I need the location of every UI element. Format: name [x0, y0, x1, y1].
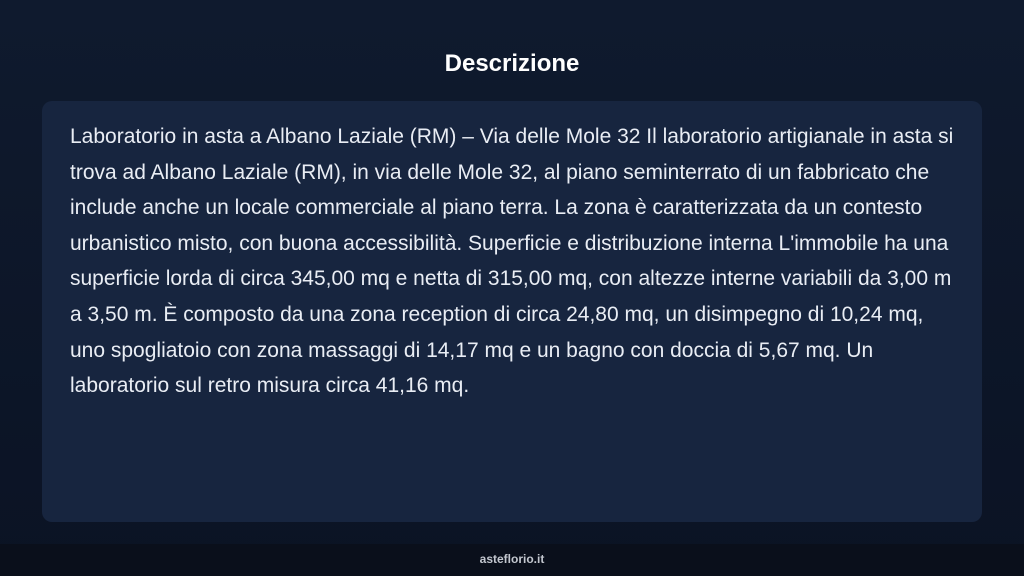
description-text: Laboratorio in asta a Albano Laziale (RM) – Via delle Mole 32 Il laboratorio artigianale in asta si trova ad Albano Laziale (RM), in via delle Mole 32, al piano seminterrato di un fabbricato che include anche un locale commerciale al piano terra. La zona è caratterizzata da un contesto urbanistico misto, con buona accessibilità. Superficie e distribuzione interna L'immobile ha una superficie lorda di circa 345,00 mq e netta di 315,00 mq, con altezze interne variabili da 3,00 m a 3,50 m. È composto da una zona reception di circa 24,80 mq, un disimpegno di 10,24 mq, uno spogliatoio con zona massaggi di 14,17 mq e un bagno con doccia di 5,67 mq. Un laboratorio sul retro misura circa 41,16 mq.	[70, 125, 954, 398]
footer-site-label: asteflorio.it	[479, 552, 545, 566]
footer-bar	[0, 544, 1024, 576]
page-title: Descrizione	[444, 50, 580, 77]
description-card	[42, 101, 982, 522]
